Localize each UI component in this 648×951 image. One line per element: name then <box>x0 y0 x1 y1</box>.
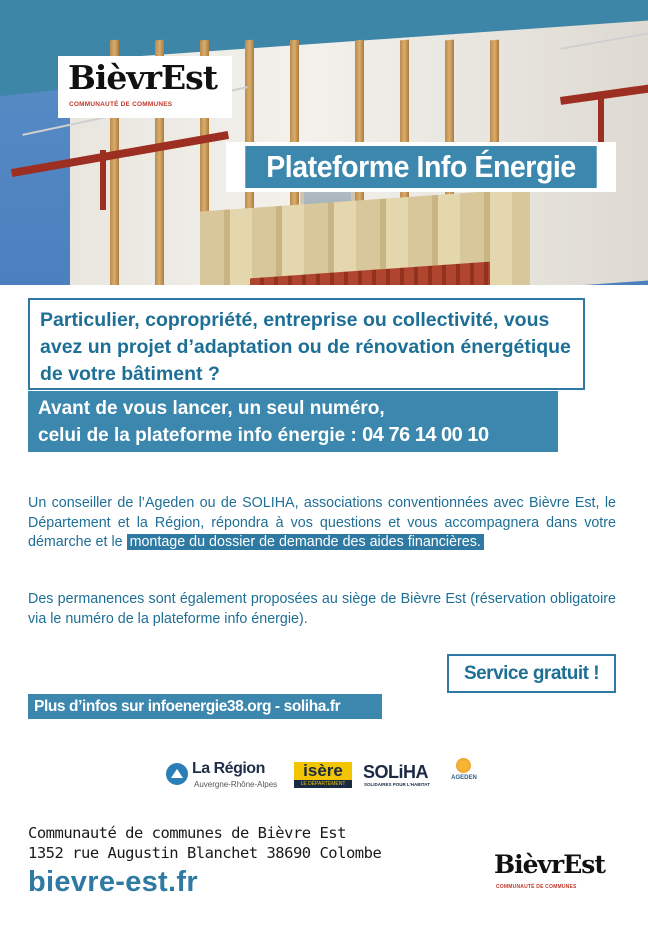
paragraph-permanences: Des permanences sont également proposées au siège de Bièvre Est (réservation obligatoire via le numéro de la plateforme info énergie). <box>28 591 616 627</box>
logo-wordmark: BièvrEst <box>494 850 605 879</box>
more-info-links[interactable]: Plus d’infos sur infoenergie38.org - soliha.fr <box>28 694 382 719</box>
question-text: Particulier, copropriété, entreprise ou collectivité, vous avez un projet d’adaptation ou de rénovation énergétique de votre bâtiment ? <box>40 309 571 385</box>
callout-line-2-text: celui de la plateforme info énergie : <box>38 425 357 446</box>
soliha-subtitle: SOLIDAIRES POUR L’HABITAT <box>364 782 430 787</box>
service-gratuit-badge: Service gratuit ! <box>447 654 616 693</box>
ageden-logo <box>447 756 481 792</box>
question-box <box>28 298 585 390</box>
logo-wordmark: BièvrEst <box>68 58 217 97</box>
bievre-est-logo <box>58 56 232 118</box>
title-banner <box>226 142 616 192</box>
region-subtitle: Auvergne-Rhône-Alpes <box>194 780 278 789</box>
isere-subtitle: LE DÉPARTEMENT <box>294 780 352 788</box>
website-link[interactable]: bievre-est.fr <box>28 866 198 898</box>
logo-subtitle: COMMUNAUTÉ DE COMMUNES <box>69 101 173 108</box>
sun-icon <box>456 758 471 773</box>
address-block <box>28 823 381 863</box>
soliha-logo <box>363 762 433 790</box>
isere-logo <box>294 762 352 788</box>
scaffold-post <box>598 92 604 142</box>
scaffold-post <box>100 150 106 210</box>
highlight-financial-aid: montage du dossier de demande des aides financières. <box>127 534 484 550</box>
region-logo <box>166 760 281 792</box>
bievre-est-logo-footer <box>490 848 616 898</box>
isere-name: isère <box>303 761 343 780</box>
paragraph-advisor <box>28 494 616 553</box>
paragraph-advisor-text: Un conseiller de l’Ageden ou de SOLIHA, associations conventionnées avec Bièvre Est, le Département et la Région, répondra à vos questions et vous accompagnera dans votre démarche et le <box>28 495 616 550</box>
soliha-name: SOLiHA <box>363 762 429 782</box>
region-name: La Région <box>192 760 265 777</box>
address-line-1: Communauté de communes de Bièvre Est <box>28 824 346 842</box>
phone-callout <box>28 391 558 452</box>
region-mountain-icon <box>166 763 188 785</box>
callout-line-1: Avant de vous lancer, un seul numéro, <box>38 398 385 419</box>
ageden-name: AGEDEN <box>451 775 477 781</box>
address-line-2: 1352 rue Augustin Blanchet 38690 Colombe <box>28 844 382 862</box>
phone-number[interactable]: 04 76 14 00 10 <box>362 424 489 446</box>
logo-subtitle: COMMUNAUTÉ DE COMMUNES <box>496 884 577 890</box>
callout-line-2 <box>38 422 548 449</box>
page-title: Plateforme Info Énergie <box>245 146 596 188</box>
